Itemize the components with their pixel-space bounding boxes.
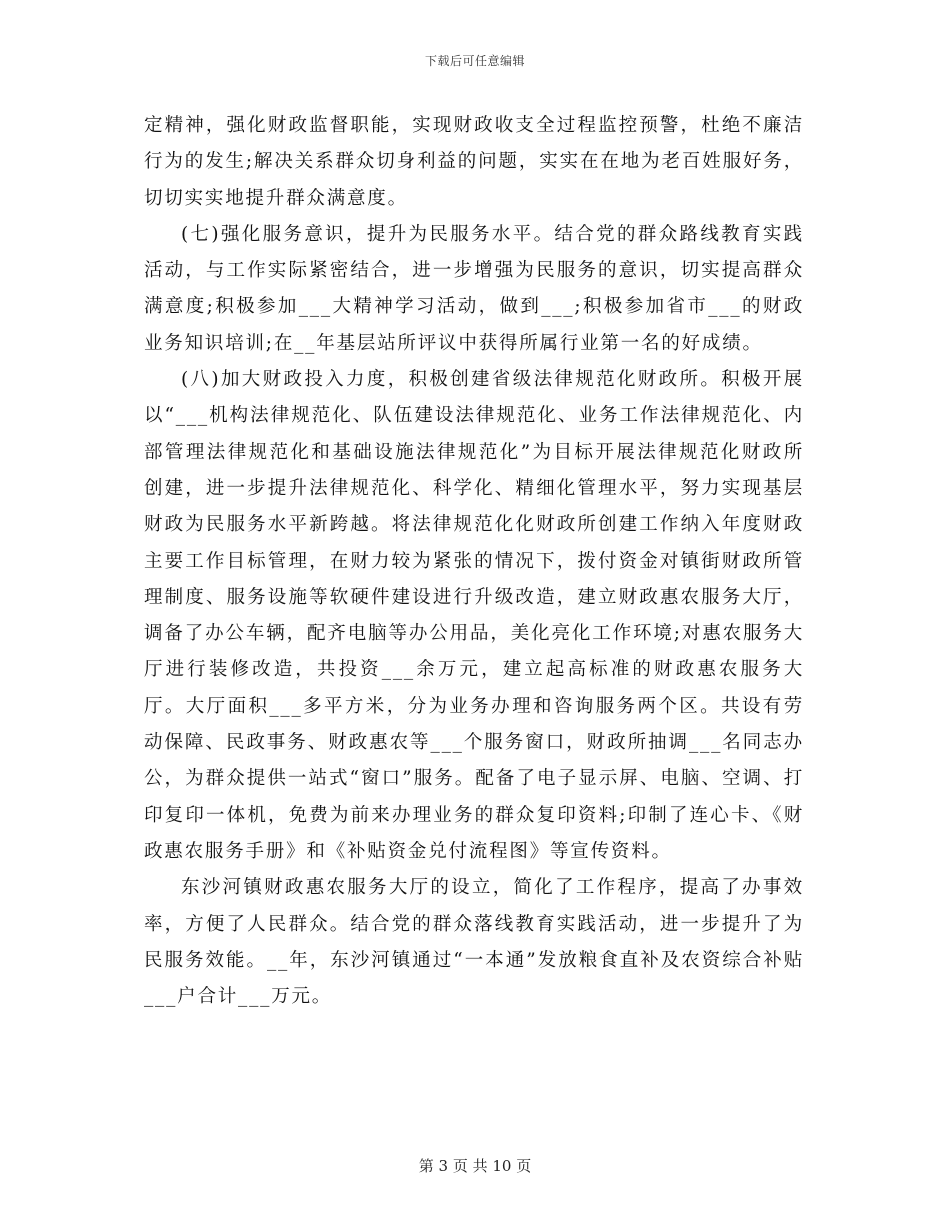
document-body [144, 108, 804, 1015]
page-number-footer: 第 3 页 共 10 页 [418, 1157, 532, 1175]
paragraph-continuation: 定精神，强化财政监督职能，实现财政收支全过程监控预警，杜绝不廉洁行为的发生;解决关系群众切身利益的问题，实实在在地为老百姓服好务，切切实实地提升群众满意度。 [144, 115, 804, 209]
paragraph-section-8: (八)加大财政投入力度，积极创建省级法律规范化财政所。积极开展以“___机构法律规范化、队伍建设法律规范化、业务工作法律规范化、内部管理法律规范化和基础设施法律规范化”为目标开展法律规范化财政所创建，进一步提升法律规范化、科学化、精细化管理水平，努力实现基层财政为民服务水平新跨越。将法律规范化化财政所创建工作纳入年度财政主要工作目标管理，在财力较为紧张的情况下，拨付资金对镇街财政所管理制度、服务设施等软硬件建设进行升级改造，建立财政惠农服务大厅，调备了办公车辆，配齐电脑等办公用品，美化亮化工作环境;对惠农服务大厅进行装修改造，共投资___余万元，建立起高标准的财政惠农服务大厅。大厅面积___多平方米，分为业务办理和咨询服务两个区。共设有劳动保障、民政事务、财政惠农等___个服务窗口，财政所抽调___名同志办公，为群众提供一站式“窗口”服务。配备了电子显示屏、电脑、空调、打印复印一体机，免费为前来办理业务的群众复印资料;印制了连心卡、《财政惠农服务手册》和《补贴资金兑付流程图》等宣传资料。 [144, 369, 804, 862]
page-header-note: 下载后可任意编辑 [424, 54, 525, 68]
paragraph-section-7: (七)强化服务意识，提升为民服务水平。结合党的群众路线教育实践活动，与工作实际紧密结合，进一步增强为民服务的意识，切实提高群众满意度;积极参加___大精神学习活动，做到___;积极参加省市___的财政业务知识培训;在__年基层站所评议中获得所属行业第一名的好成绩。 [144, 223, 804, 354]
paragraph-service-hall: 东沙河镇财政惠农服务大厅的设立，简化了工作程序，提高了办事效率，方便了人民群众。结合党的群众落线教育实践活动，进一步提升了为民服务效能。__年，东沙河镇通过“一本通”发放粮食直补及农资综合补贴___户合计___万元。 [144, 877, 804, 1008]
